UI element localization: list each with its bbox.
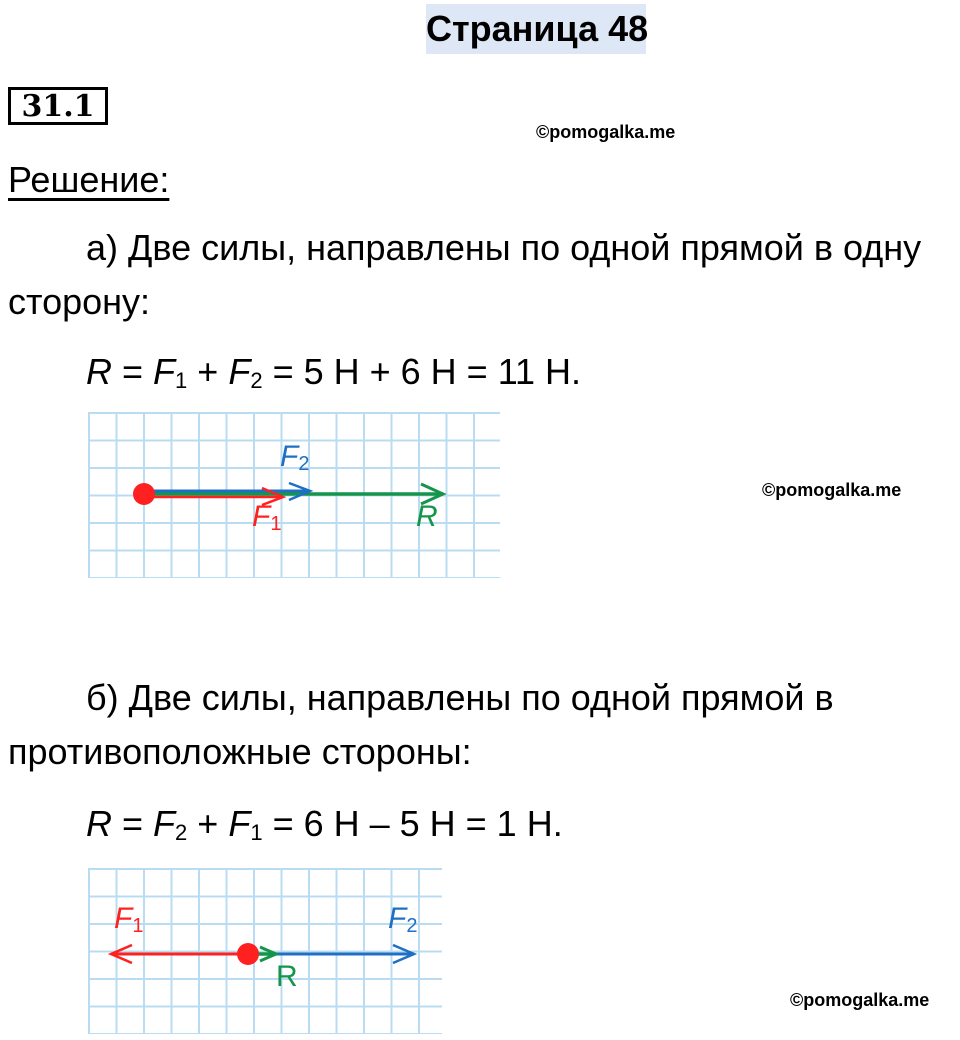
watermark: ©pomogalka.me [762,480,902,500]
part-b-text-line1: б) Две силы, направлены по одной прямой в [86,677,834,718]
part-b-text-line2: противоположные стороны: [8,731,472,772]
label-f1: $F_1$ [252,500,282,535]
watermark: ©pomogalka.me [536,122,676,142]
formula-f2-sub: 2 [175,820,188,845]
force-diagram-a [88,412,500,578]
watermark: ©pomogalka.me [790,990,930,1010]
page-title: Страница 48 [426,4,646,54]
formula-b-result: = 6 Н – 5 Н = 1 Н. [262,803,563,844]
part-b-formula: $R = F_2 + F_1 = 6$ Н – 5 Н = 1 Н. [86,803,563,845]
point-of-application [133,483,155,505]
formula-r: R [86,351,112,392]
label-f2: $F_2$ [280,440,310,475]
part-a-formula: $R = F_1 + F_2 = 5$ Н + 6 Н = 11 Н. [86,351,582,393]
formula-f1: F [153,351,176,392]
task-number: 31.1 [8,87,108,125]
point-of-application [237,943,259,965]
label-f2: $F_2$ [388,902,418,937]
diagram-a-vectors [88,412,500,578]
solution-heading: Решение: [8,159,170,200]
formula-f2: F [228,351,251,392]
formula-f1-sub: 1 [175,368,188,393]
formula-f2-sub: 2 [250,368,263,393]
label-r: R [276,960,298,993]
formula-f1: F [228,803,251,844]
diagram-b-vectors [88,868,442,1034]
label-r: R [416,500,438,533]
formula-f2: F [153,803,176,844]
label-f1: $F_1$ [114,902,144,937]
force-diagram-b [88,868,442,1034]
formula-r: R [86,803,112,844]
formula-a-result: = 5 Н + 6 Н = 11 Н. [262,351,582,392]
part-a-text-line2: сторону: [8,281,151,322]
formula-f1-sub: 1 [250,820,263,845]
part-a-text-line1: а) Две силы, направлены по одной прямой в одну [86,227,922,268]
